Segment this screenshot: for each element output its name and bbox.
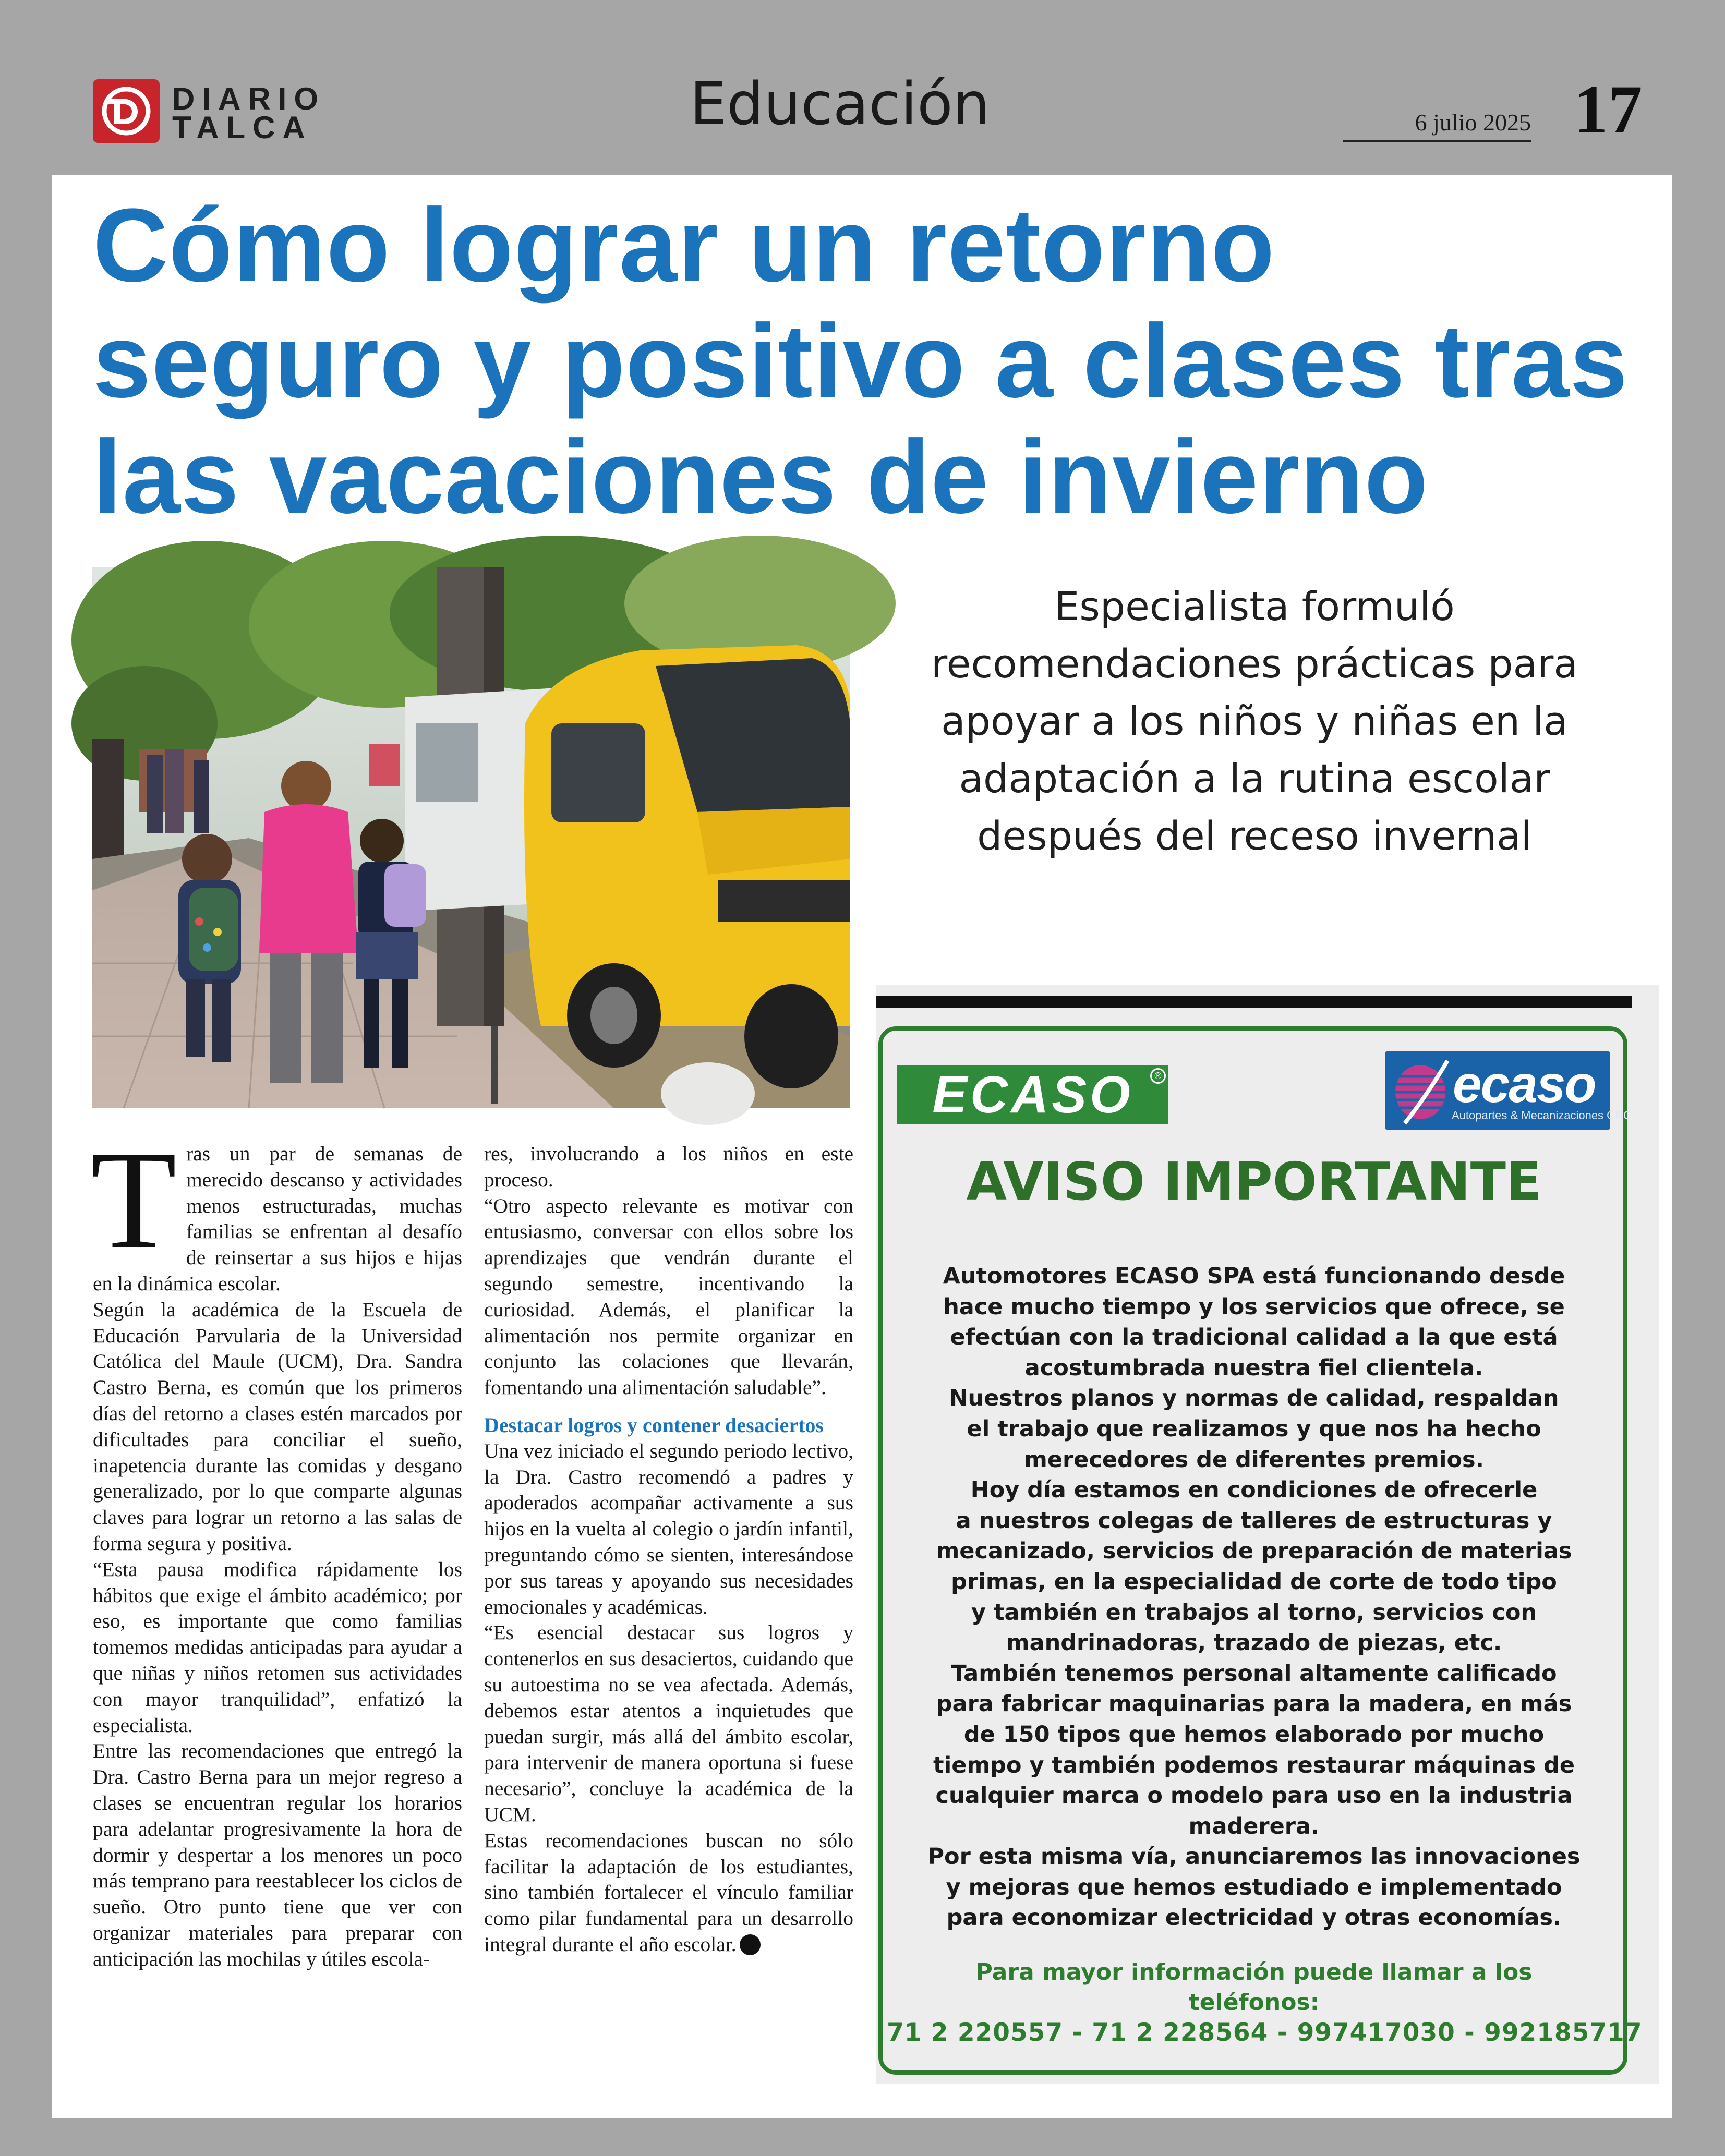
ad-contact-line: teléfonos: xyxy=(1188,1989,1320,2016)
ad-body-line: para economizar electricidad y otras economías. xyxy=(946,1905,1562,1931)
subheadline-line: después del receso invernal xyxy=(977,813,1532,859)
article-paragraph xyxy=(484,1828,853,1958)
ad-body-line: para fabricar maquinarias para la madera, en más xyxy=(936,1691,1572,1717)
ecaso-advertisement xyxy=(876,985,1659,2084)
section-title: Educación xyxy=(690,70,990,138)
ad-phone-numbers: 71 2 220557 - 71 2 228564 - 997417030 - 992185717 xyxy=(887,2018,1643,2047)
article-headline xyxy=(93,188,1658,535)
ecaso-logo-left xyxy=(897,1065,1168,1124)
ad-body-line: y también en trabajos al torno, servicios con xyxy=(971,1599,1537,1626)
ad-body-line: Nuestros planos y normas de calidad, respaldan xyxy=(949,1385,1559,1412)
ad-body-line: primas, en la especialidad de corte de todo tipo xyxy=(951,1568,1557,1595)
ad-contact xyxy=(887,1957,1643,2048)
article-paragraph: Una vez iniciado el segundo periodo lectivo, la Dra. Castro recomendó a padres y apoderados acompañar activamente a sus hijos en la vuelta al colegio o jardín infantil, preguntando cómo se sienten, interesándose por sus tareas y apoyando sus necesidades emocionales y académicas. xyxy=(484,1439,853,1618)
article-paragraph: “Otro aspecto relevante es motivar con entusiasmo, conversar con ellos sobre los aprendizajes que vendrán durante el segundo semestre, incentivando la curiosidad. Además, el planificar la alimentación nos permite organizar en conjunto las colaciones que llevarán, fomentando una alimentación saludable”. xyxy=(484,1194,853,1399)
headline-line: las vacaciones de invierno xyxy=(93,419,1429,535)
ad-body-line: mecanizado, servicios de preparación de materias xyxy=(936,1538,1572,1565)
ad-body-line: Automotores ECASO SPA está funcionando desde xyxy=(943,1263,1565,1289)
paragraph-text: ras un par de semanas de merecido descanso y actividades menos estructuradas, muchas familias se enfrentan al desafío de reinsertar a sus hijos e hijas en la dinámica escolar. xyxy=(93,1142,462,1295)
ad-top-rule xyxy=(876,996,1632,1008)
registered-mark-icon: ® xyxy=(1150,1068,1166,1084)
ecaso-logo-left-text: ECASO xyxy=(932,1065,1133,1124)
article-column-1 xyxy=(91,1122,462,1972)
ad-body-line: efectúan con la tradicional calidad a la que está xyxy=(950,1324,1558,1351)
ad-body-line: Hoy día estamos en condiciones de ofrecerle xyxy=(970,1477,1538,1504)
article-paragraph: “Es esencial destacar sus logros y contenerlos en sus desaciertos, cuidando que su autoestima no se vea afectada. Además, debemos estar atentos a inquietudes que puedan surgir, más allá del ámbito escolar, para intervenir de manera oportuna si fuese necesario”, concluye la académica de la UCM. xyxy=(484,1621,853,1826)
article-paragraph: res, involucrando a los niños en este proceso. xyxy=(484,1142,853,1191)
ad-body-line: y mejoras que hemos estudiado e implementado xyxy=(946,1874,1562,1900)
subheadline-line: adaptación a la rutina escolar xyxy=(959,755,1550,802)
ad-body-line: tiempo y también podemos restaurar máquinas de xyxy=(933,1752,1575,1778)
headline-line: Cómo lograr un retorno xyxy=(93,187,1275,304)
ad-body-line: merecedores de diferentes premios. xyxy=(1024,1446,1484,1473)
article-paragraph: Entre las recomendaciones que entregó la Dra. Castro Berna para un mejor regreso a clases se encuentran regular los horarios para adelantar progresivamente la hora de dormir y despertar a los menores un poco más temprano para reestablecer los ciclos de sueño. Otro punto tiene que ver con organizar materiales para preparar con anticipación las mochilas y útiles escola- xyxy=(93,1739,462,1970)
date-rule xyxy=(1343,140,1531,142)
article-column-2 xyxy=(484,1141,853,1958)
article-paragraph xyxy=(91,1122,462,1297)
issue-date: 6 julio 2025 xyxy=(1415,109,1531,136)
ecaso-logo-right xyxy=(1385,1051,1632,1130)
ad-body-line: También tenemos personal altamente calificado xyxy=(951,1660,1557,1687)
drop-cap: T xyxy=(91,1122,177,1278)
logo-wordmark-line1: DIARIO xyxy=(172,81,325,116)
ad-body-line: Por esta misma vía, anunciaremos las innovaciones xyxy=(927,1844,1581,1870)
logo-wordmark-line2: TALCA xyxy=(172,110,312,145)
headline-line: seguro y positivo a clases tras xyxy=(93,303,1629,419)
ecaso-swoosh-icon xyxy=(1389,1056,1452,1125)
ad-body-line: maderera. xyxy=(1188,1813,1320,1839)
article-subheading: Destacar logros y contener desaciertos xyxy=(484,1413,824,1437)
ad-body-line: de 150 tipos que hemos elaborado por mucho xyxy=(963,1721,1545,1748)
ad-body-line: mandrinadoras, trazado de piezas, etc. xyxy=(1006,1630,1502,1656)
article-subheadline xyxy=(887,578,1622,865)
ecaso-logo-right-text: ecaso xyxy=(1453,1055,1596,1113)
ad-body-line: el trabajo que realizamos y que nos ha hecho xyxy=(967,1415,1541,1442)
ecaso-logo-tagline: Autopartes & Mecanizaciones CNC xyxy=(1452,1109,1632,1122)
subheadline-line: apoyar a los niños y niñas en la xyxy=(941,698,1568,744)
article-paragraph: “Esta pausa modifica rápidamente los hábitos que exige el ámbito académico; por eso, es importante que como familias tomemos medidas anticipadas para ayudar a que niñas y niños retomen sus actividades con mayor tranquilidad”, enfatizó la especialista. xyxy=(93,1557,462,1737)
ad-contact-line: Para mayor información puede llamar a los xyxy=(975,1959,1533,1985)
ad-body-line: a nuestros colegas de talleres de estructuras y xyxy=(956,1507,1552,1534)
ad-body xyxy=(887,1261,1621,1933)
paragraph-text: Estas recomendaciones buscan no sólo facilitar la adaptación de los estudiantes, sino también fortalecer el vínculo familiar como pilar fundamental para un desarrollo integral durante el año escolar. xyxy=(484,1828,853,1956)
ad-body-line: cualquier marca o modelo para uso en la industria xyxy=(935,1783,1573,1809)
page-number: 17 xyxy=(1573,71,1643,148)
end-of-article-mark xyxy=(740,1934,761,1955)
school-street-photo xyxy=(92,567,850,1108)
subheadline-line: recomendaciones prácticas para xyxy=(931,640,1578,687)
diario-talca-logo-icon xyxy=(93,79,160,143)
ad-body-line: acostumbrada nuestra fiel clientela. xyxy=(1024,1354,1483,1381)
subheadline-line: Especialista formuló xyxy=(1054,583,1455,629)
ad-title: AVISO IMPORTANTE xyxy=(966,1151,1542,1212)
article-paragraph: Según la académica de la Escuela de Educación Parvularia de la Universidad Católica del Maule (UCM), Dra. Sandra Castro Berna, es común que los primeros días del retorno a clases estén marcados por dificultades para conciliar el sueño, inapetencia durante las comidas y desgano generalizado, por lo que comparte algunas claves para lograr un retorno a las salas de forma segura y positiva. xyxy=(93,1298,462,1555)
ad-body-line: hace mucho tiempo y los servicios que ofrece, se xyxy=(943,1293,1565,1320)
